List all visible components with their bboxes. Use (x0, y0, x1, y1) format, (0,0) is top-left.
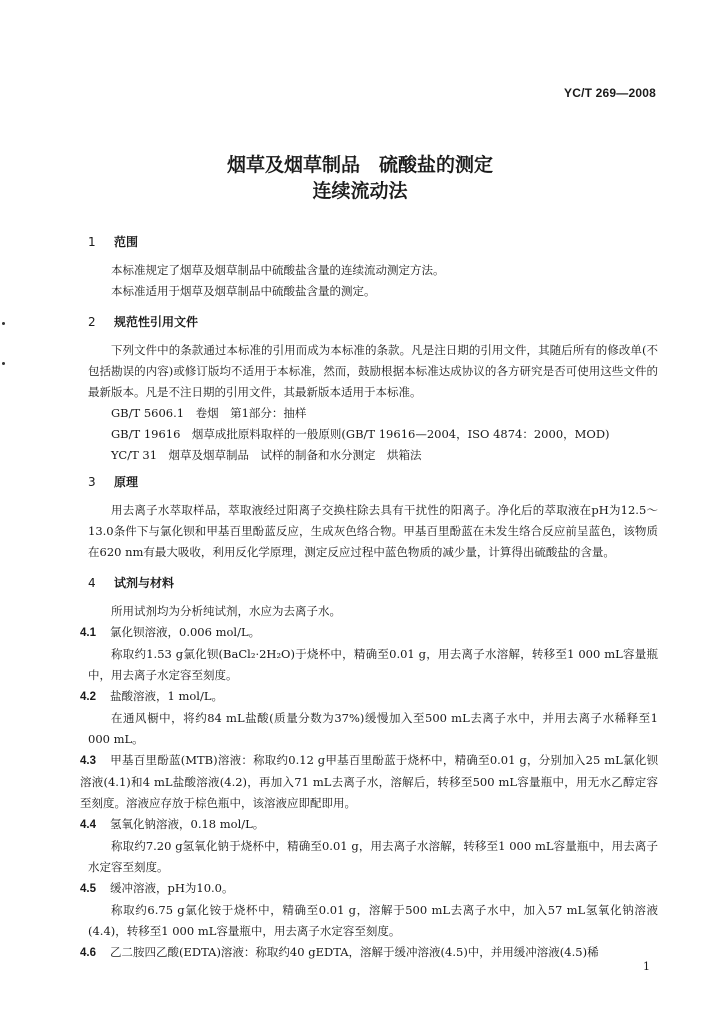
paragraph: 本标准规定了烟草及烟草制品中硫酸盐含量的连续流动测定方法。 (111, 263, 445, 277)
paragraph: 所用试剂均为分析纯试剂，水应为去离子水。 (111, 604, 341, 618)
margin-mark (2, 362, 5, 365)
document-title: 烟草及烟草制品 硫酸盐的测定 (226, 154, 493, 176)
subsection-title: 4.2 盐酸溶液，1 mol/L。 (80, 689, 223, 703)
section-heading: 4 试剂与材料 (88, 576, 175, 590)
subsection-text: 称取约6.75 g氯化铵于烧杯中，精确至0.01 g，溶解于500 mL去离子水中，加入57 mL氢氧化钠溶液(4.4)，转移至1 000 mL容量瓶中，用去离子水定容至刻度。 (88, 903, 658, 938)
standard-number: YC/T 269—2008 (564, 86, 656, 100)
paragraph: 下列文件中的条款通过本标准的引用而成为本标准的条款。凡是注日期的引用文件，其随后所有的修改单(不包括勘误的内容)或修订版均不适用于本标准，然而，鼓励根据本标准达成协议的各方研究是否可使用这些文件的最新版本。凡是不注日期的引用文件，其最新版本适用于本标准。 (88, 343, 658, 399)
section-heading: 1 范围 (88, 235, 139, 249)
reference-item: GB/T 5606.1 卷烟 第1部分：抽样 (111, 406, 307, 420)
margin-mark (2, 322, 5, 325)
subsection-text: 4.6 乙二胺四乙酸(EDTA)溶液：称取约40 gEDTA，溶解于缓冲溶液(4.5)中，并用缓冲溶液(4.5)稀 (80, 945, 599, 959)
paragraph: 用去离子水萃取样品，萃取液经过阳离子交换柱除去具有干扰性的阳离子。净化后的萃取液在pH为12.5～13.0条件下与氯化钡和甲基百里酚蓝反应，生成灰色络合物。甲基百里酚蓝在未发生络合反应前呈蓝色，该物质在620 nm有最大吸收，利用反化学原理，测定反应过程中蓝色物质的减少量，计算得出硫酸盐的含量。 (88, 503, 658, 559)
paragraph: 本标准适用于烟草及烟草制品中硫酸盐含量的测定。 (111, 284, 376, 298)
subsection-title: 4.1 氯化钡溶液，0.006 mol/L。 (80, 625, 261, 639)
subsection-title: 4.4 氢氧化钠溶液，0.18 mol/L。 (80, 817, 265, 831)
subsection-text: 4.3 甲基百里酚蓝(MTB)溶液：称取约0.12 g甲基百里酚蓝于烧杯中，精确至0.01 g，分别加入25 mL氯化钡溶液(4.1)和4 mL盐酸溶液(4.2)，再加入71 mL去离子水，溶解后，转移至500 mL容量瓶中，用无水乙醇定容至刻度。溶液应存放于棕色瓶中，该溶液应即配即用。 (80, 753, 658, 810)
subsection-text: 在通风橱中，将约84 mL盐酸(质量分数为37%)缓慢加入至500 mL去离子水中，并用去离子水稀释至1 000 mL。 (88, 711, 658, 746)
document-body (80, 232, 658, 964)
reference-item: YC/T 31 烟草及烟草制品 试样的制备和水分测定 烘箱法 (111, 448, 422, 462)
reference-item: GB/T 19616 烟草成批原料取样的一般原则(GB/T 19616—2004，ISO 4874：2000，MOD) (111, 427, 610, 441)
section-heading: 3 原理 (88, 475, 139, 489)
page-number: 1 (643, 960, 650, 973)
document-subtitle: 连续流动法 (312, 180, 408, 202)
subsection-text: 称取约1.53 g氯化钡(BaCl₂·2H₂O)于烧杯中，精确至0.01 g，用去离子水溶解，转移至1 000 mL容量瓶中，用去离子水定容至刻度。 (88, 647, 658, 682)
subsection-title: 4.5 缓冲溶液，pH为10.0。 (80, 881, 234, 895)
section-heading: 2 规范性引用文件 (88, 315, 199, 329)
subsection-text: 称取约7.20 g氢氧化钠于烧杯中，精确至0.01 g，用去离子水溶解，转移至1 000 mL容量瓶中，用去离子水定容至刻度。 (88, 839, 658, 874)
